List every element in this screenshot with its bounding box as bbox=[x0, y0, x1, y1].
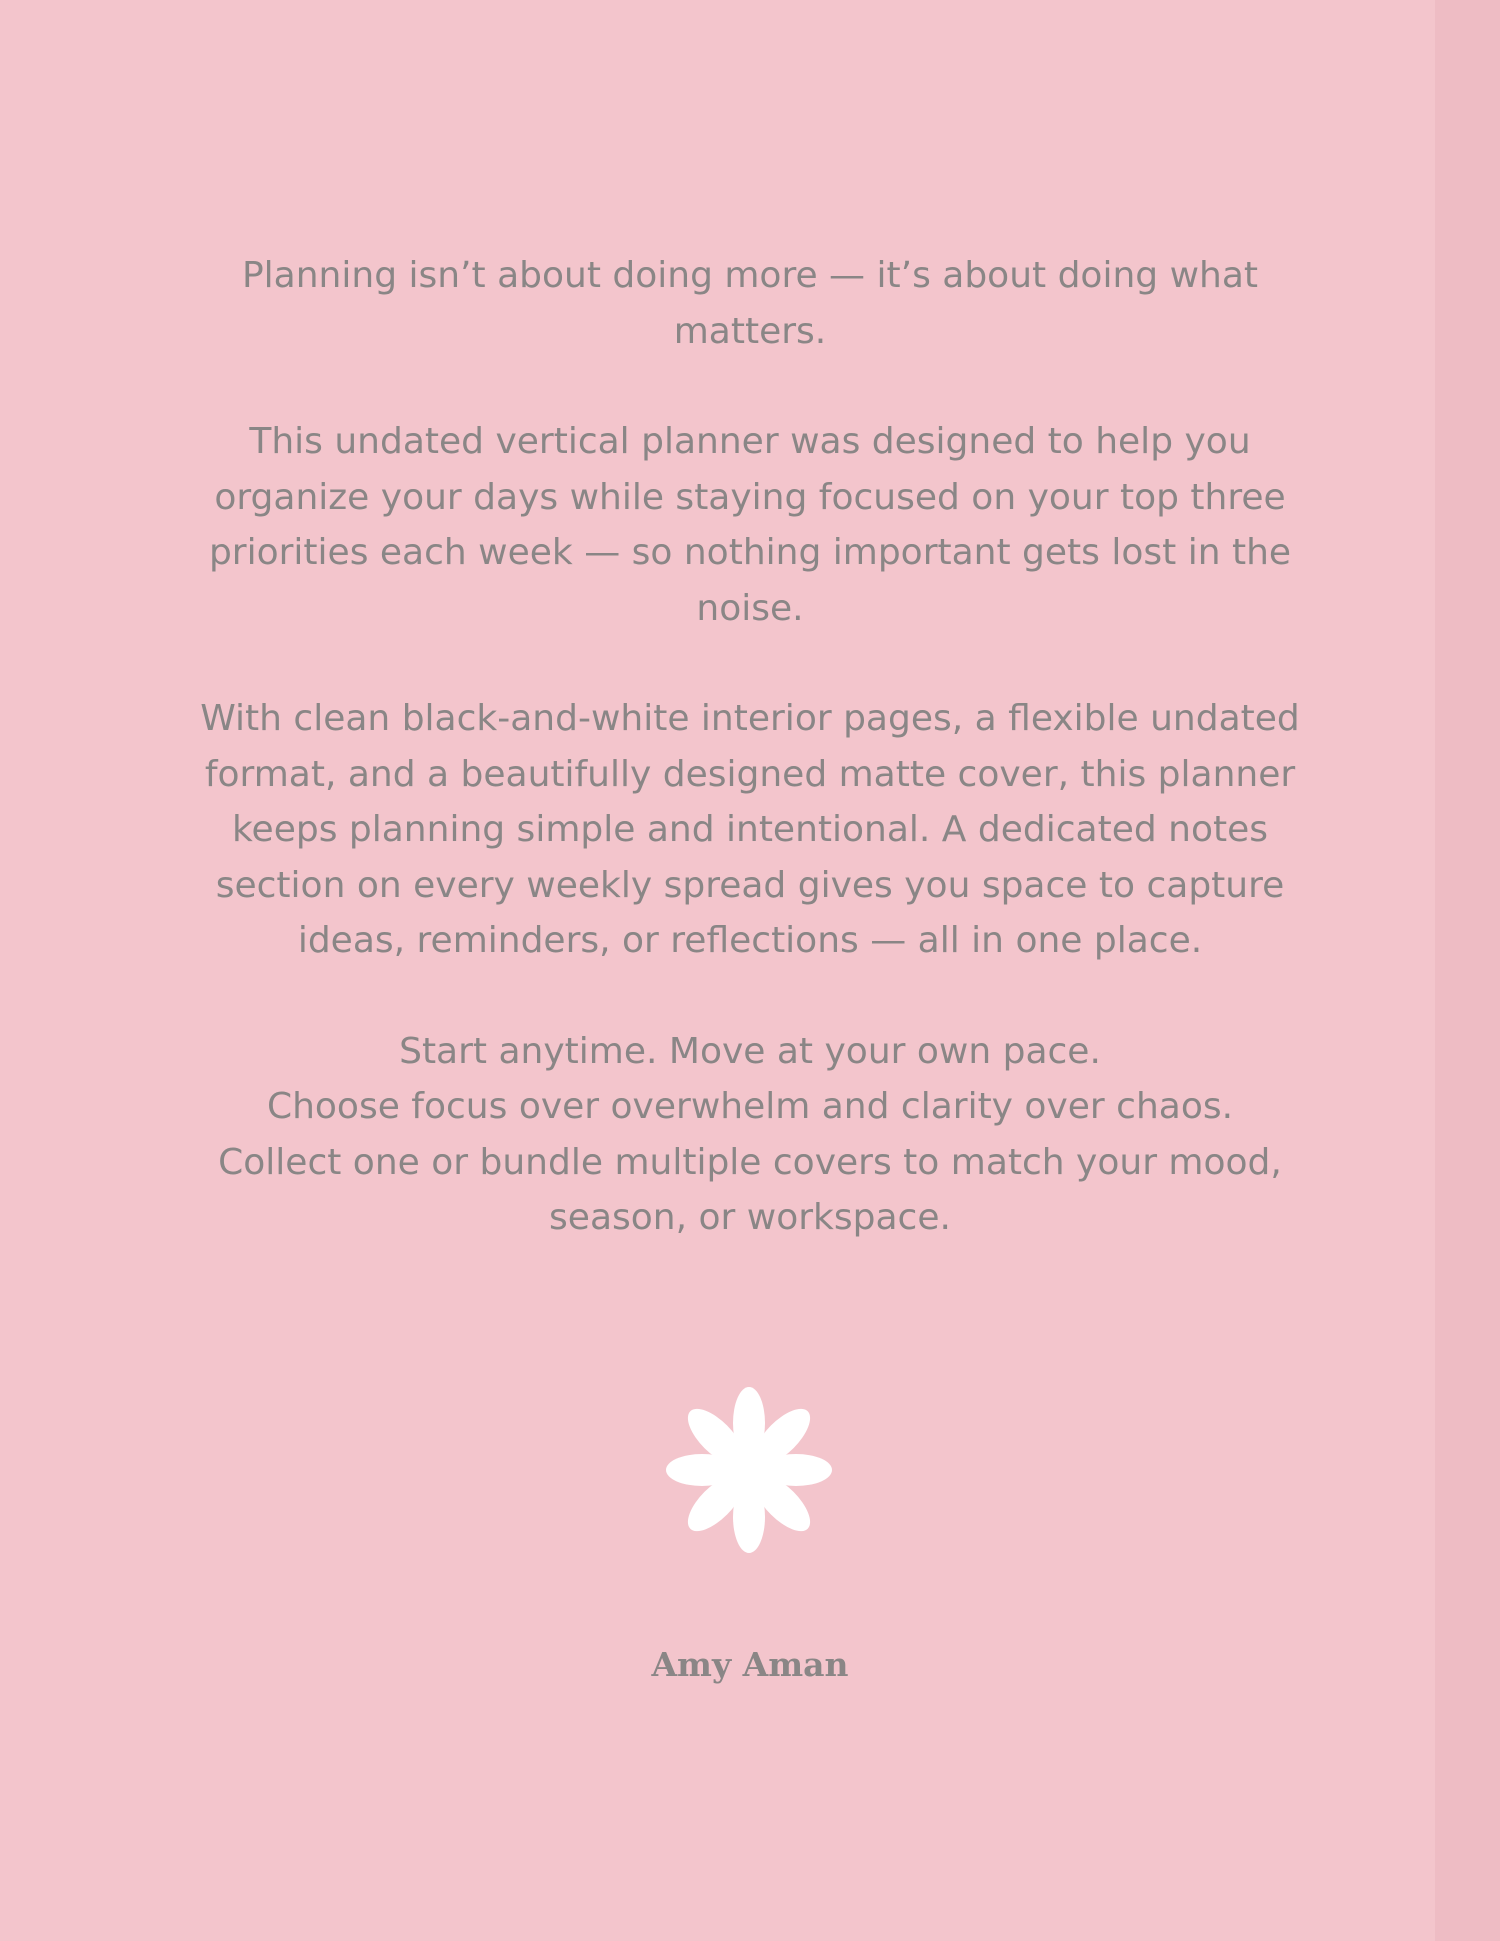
text-line: With clean black-and-white interior pages, a flexible undated bbox=[200, 698, 1300, 739]
text-line: Choose focus over overwhelm and clarity over chaos. bbox=[266, 1086, 1234, 1127]
paragraph-closing bbox=[200, 1024, 1300, 1246]
paragraph-purpose bbox=[200, 414, 1300, 636]
text-line: Start anytime. Move at your own pace. bbox=[399, 1030, 1101, 1072]
text-line: format, and a beautifully designed matte cover, this planner bbox=[204, 753, 1296, 795]
text-line: This undated vertical planner was designed to help you bbox=[249, 421, 1251, 462]
description-text bbox=[200, 248, 1300, 1301]
text-line: section on every weekly spread gives you space to capture bbox=[215, 864, 1285, 906]
author-name: Amy Aman bbox=[651, 1645, 849, 1684]
text-line: organize your days while staying focused on your top three bbox=[214, 476, 1286, 518]
text-line: keeps planning simple and intentional. A dedicated notes bbox=[231, 809, 1269, 850]
text-line: ideas, reminders, or reflections — all in one place. bbox=[297, 920, 1203, 961]
text-line: noise. bbox=[696, 587, 804, 629]
paragraph-intro bbox=[200, 248, 1300, 359]
text-line: priorities each week — so nothing important gets lost in the bbox=[208, 532, 1292, 573]
text-line: matters. bbox=[673, 310, 827, 352]
text-line: Collect one or bundle multiple covers to match your mood, bbox=[218, 1141, 1282, 1183]
flower-icon bbox=[666, 1387, 832, 1553]
text-line: season, or workspace. bbox=[549, 1197, 951, 1238]
text-line: Planning isn’t about doing more — it’s about doing what bbox=[241, 255, 1259, 296]
paragraph-features bbox=[200, 691, 1300, 969]
